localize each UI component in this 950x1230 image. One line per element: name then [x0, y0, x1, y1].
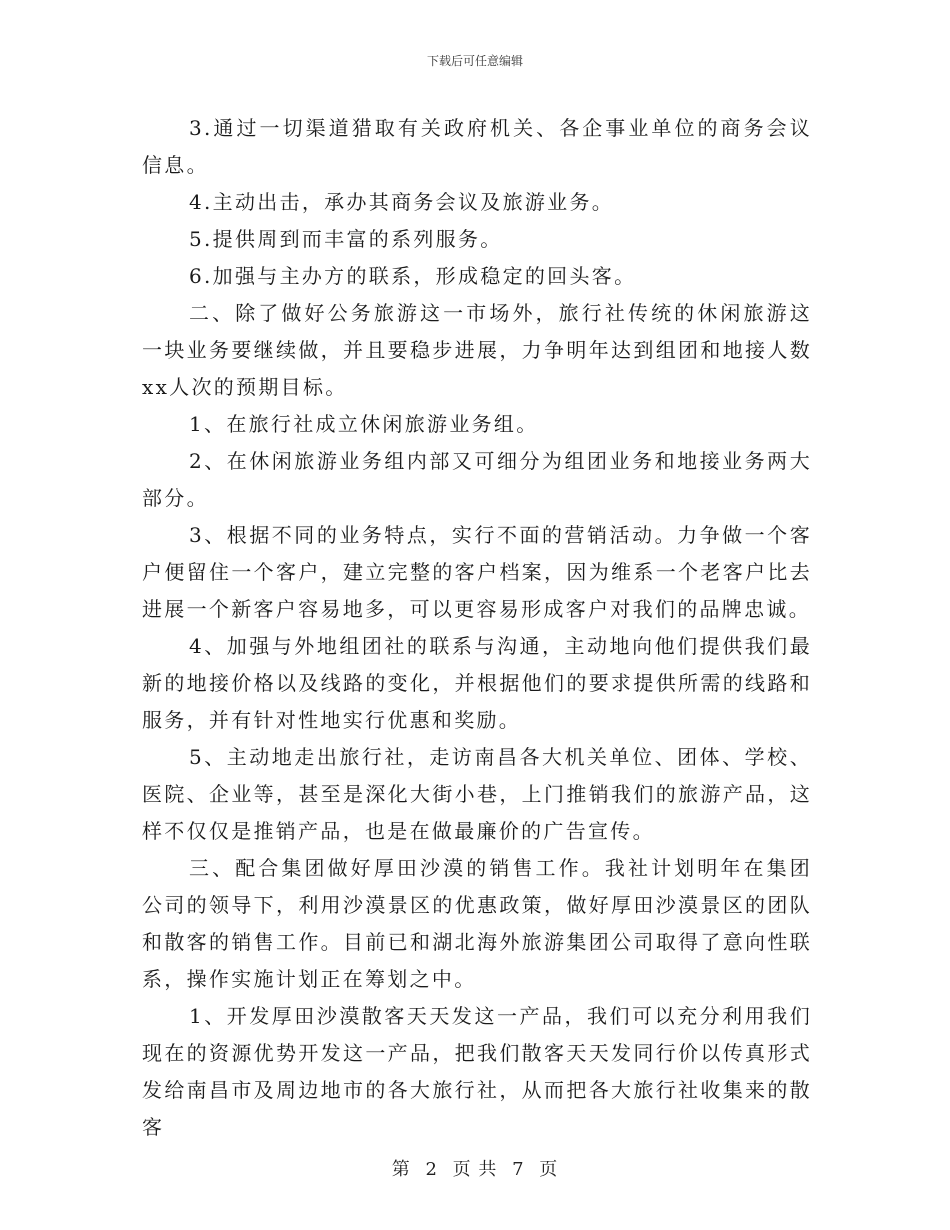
paragraph: 6.加强与主办方的联系，形成稳定的回头客。: [189, 264, 637, 288]
footer-suffix: 页: [539, 1159, 559, 1180]
paragraph: 4、加强与外地组团社的联系与沟通，主动地向他们提供我们最新的地接价格以及线路的变化，并根据他们的要求提供所需的线路和服务，并有针对性地实行优惠和奖励。: [142, 634, 812, 732]
paragraph: 3、根据不同的业务特点，实行不面的营销活动。力争做一个客户便留住一个客户，建立完整的客户档案，因为维系一个老客户比去进展一个新客户容易地多，可以更容易形成客户对我们的品牌忠诚。: [142, 523, 812, 621]
paragraph: 1、在旅行社成立休闲旅游业务组。: [189, 412, 539, 436]
paragraph: 5、主动地走出旅行社，走访南昌各大机关单位、团体、学校、医院、企业等，甚至是深化大街小巷，上门推销我们的旅游产品，这样不仅仅是推销产品，也是在做最廉价的广告宣传。: [142, 745, 812, 843]
total-pages: 7: [512, 1159, 525, 1180]
paragraph: 1、开发厚田沙漠散客天天发这一产品，我们可以充分利用我们现在的资源优势开发这一产品，把我们散客天天发同行价以传真形式发给南昌市及周边地市的各大旅行社，从而把各大旅行社收集来的散客: [142, 1004, 812, 1139]
paragraph: 3.通过一切渠道猎取有关政府机关、各企事业单位的商务会议信息。: [142, 116, 812, 177]
page-footer: [0, 1155, 950, 1181]
document-body: [142, 110, 812, 1146]
paragraph: 二、除了做好公务旅游这一市场外，旅行社传统的休闲旅游这一块业务要继续做，并且要稳步进展，力争明年达到组团和地接人数xx人次的预期目标。: [142, 301, 812, 399]
paragraph: 三、配合集团做好厚田沙漠的销售工作。我社计划明年在集团公司的领导下，利用沙漠景区的优惠政策，做好厚田沙漠景区的团队和散客的销售工作。目前已和湖北海外旅游集团公司取得了意向性联系，操作实施计划正在筹划之中。: [142, 856, 812, 991]
paragraph: 5.提供周到而丰富的系列服务。: [189, 227, 503, 251]
paragraph: 2、在休闲旅游业务组内部又可细分为组团业务和地接业务两大部分。: [142, 449, 812, 510]
current-page-number: 2: [425, 1159, 438, 1180]
footer-prefix: 第: [391, 1159, 411, 1180]
paragraph: 4.主动出击，承办其商务会议及旅游业务。: [189, 190, 615, 214]
footer-mid: 页 共: [452, 1159, 498, 1180]
page-header: 下载后可任意编辑: [426, 54, 523, 68]
